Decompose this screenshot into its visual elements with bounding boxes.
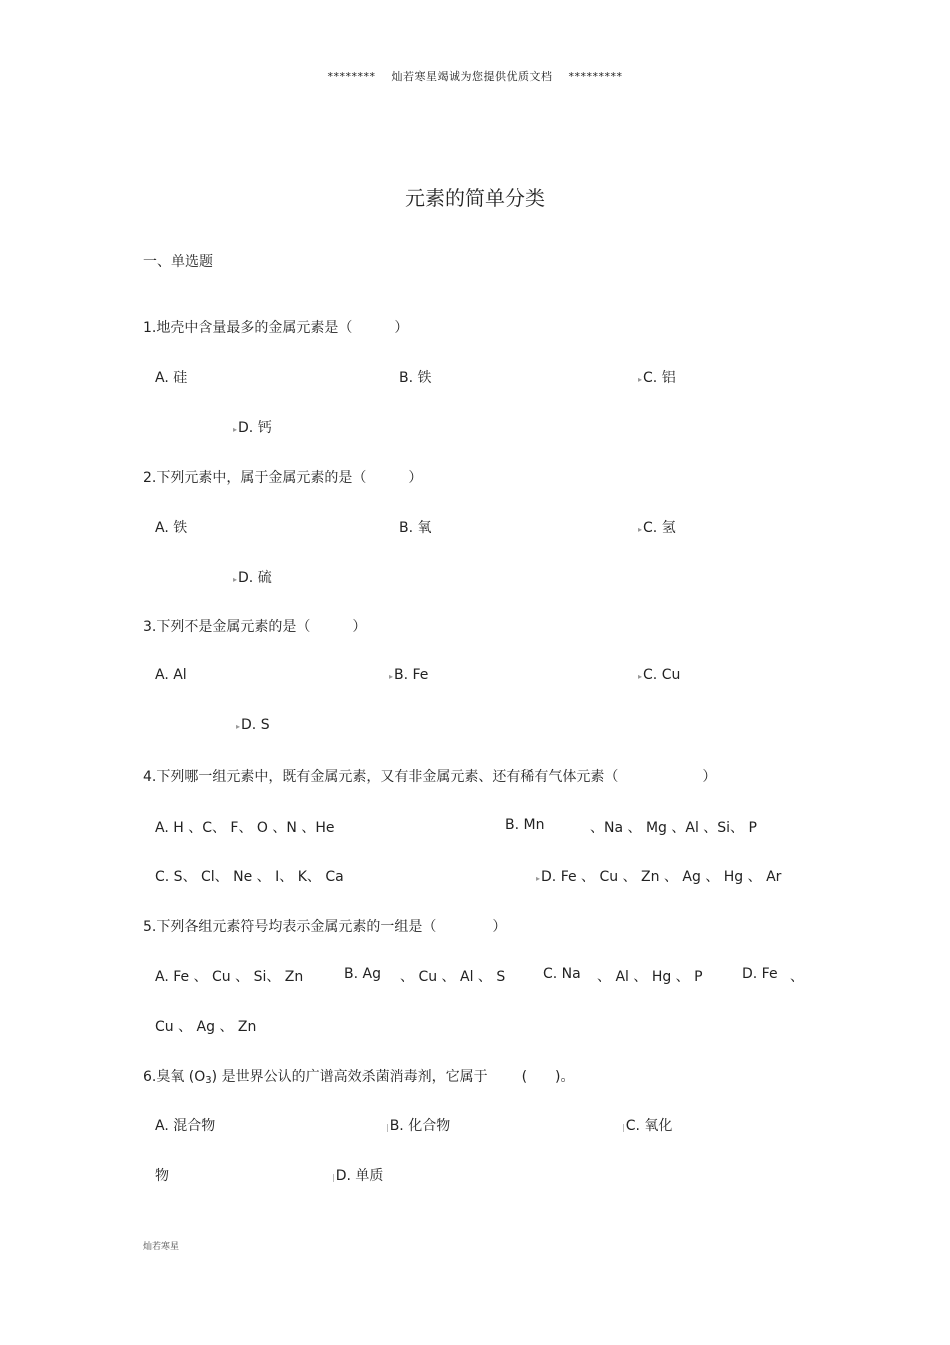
- anchor-mark-icon: ▸: [389, 672, 394, 681]
- question-3-stem: 3.下列不是金属元素的是（ ）: [143, 619, 367, 635]
- q5-option-c-cont: 、 Al 、 Hg 、 P: [597, 969, 703, 985]
- q3-option-a: A. Al: [155, 667, 187, 683]
- q2-option-d-wrap: [233, 567, 272, 587]
- q6-option-c: C. 氧化: [625, 1118, 673, 1134]
- q6-stem-before: 6.臭氧 (O: [143, 1069, 206, 1085]
- q2-option-c: C. 氢: [643, 520, 676, 536]
- document-title: 元素的简单分类: [405, 186, 545, 210]
- q1-option-d-wrap: [233, 417, 272, 437]
- anchor-mark-icon: |: [622, 1123, 625, 1132]
- anchor-mark-icon: ▸: [638, 672, 643, 681]
- q3-option-b-wrap: [389, 667, 428, 683]
- q5-option-b-cont: 、 Cu 、 Al 、 S: [400, 969, 506, 985]
- question-5-stem: 5.下列各组元素符号均表示金属元素的一组是（ ）: [143, 919, 507, 935]
- q6-stem-subscript: 3: [205, 1075, 212, 1086]
- q5-option-a: A. Fe 、 Cu 、 Si、 Zn: [155, 969, 304, 985]
- q5-option-d-sep: 、: [790, 969, 804, 985]
- q4-option-b: B. Mn: [505, 817, 545, 833]
- q4-option-b-cont: 、Na 、 Mg 、Al 、Si、 P: [590, 820, 757, 836]
- q1-option-c: C. 铝: [643, 370, 676, 386]
- q3-option-d: D. S: [241, 717, 270, 733]
- q5-option-d: D. Fe: [742, 966, 778, 982]
- q6-stem-paren: ( )。: [521, 1069, 575, 1085]
- q6-option-b-wrap: [386, 1115, 450, 1135]
- q6-option-d-wrap: [332, 1165, 383, 1185]
- q6-option-c-wrap: [622, 1115, 672, 1135]
- header-stars-right: *********: [568, 70, 623, 83]
- q4-option-a: A. H 、C、 F、 O 、N 、He: [155, 820, 335, 836]
- q5-option-b: B. Ag: [344, 966, 381, 982]
- question-6-stem: [143, 1066, 575, 1086]
- section-heading: 一、单选题: [143, 254, 213, 270]
- q2-option-a: A. 铁: [155, 520, 188, 536]
- anchor-mark-icon: ▸: [233, 575, 238, 584]
- q6-option-b: B. 化合物: [389, 1118, 451, 1134]
- question-4-stem: 4.下列哪一组元素中，既有金属元素，又有非金属元素、还有稀有气体元素（ ）: [143, 769, 717, 785]
- q1-option-c-wrap: [638, 367, 676, 387]
- q1-option-b: B. 铁: [399, 370, 432, 386]
- anchor-mark-icon: ▸: [233, 425, 238, 434]
- q2-option-d: D. 硫: [238, 570, 272, 586]
- anchor-mark-icon: ▸: [236, 722, 241, 731]
- q2-option-c-wrap: [638, 517, 676, 537]
- q1-option-d: D. 钙: [238, 420, 272, 436]
- q5-option-c: C. Na: [543, 966, 581, 982]
- q6-option-c-cont: 物: [155, 1168, 169, 1184]
- q4-option-c: C. S、 Cl、 Ne 、 I、 K、 Ca: [155, 869, 344, 885]
- q3-option-c-wrap: [638, 667, 680, 683]
- anchor-mark-icon: |: [386, 1123, 389, 1132]
- q4-option-d-wrap: [536, 866, 781, 886]
- anchor-mark-icon: ▸: [536, 874, 541, 883]
- anchor-mark-icon: ▸: [638, 375, 643, 384]
- question-1-stem: 1.地壳中含量最多的金属元素是（ ）: [143, 320, 409, 336]
- q6-option-a: A. 混合物: [155, 1118, 216, 1134]
- page-header: [0, 68, 950, 84]
- q2-option-b: B. 氧: [399, 520, 432, 536]
- q6-option-d: D. 单质: [335, 1168, 384, 1184]
- question-2-stem: 2.下列元素中，属于金属元素的是（ ）: [143, 470, 423, 486]
- q1-option-a: A. 硅: [155, 370, 188, 386]
- q6-stem-after: ) 是世界公认的广谱高效杀菌消毒剂，它属于: [211, 1069, 488, 1085]
- anchor-mark-icon: ▸: [638, 525, 643, 534]
- q5-option-d-cont: Cu 、 Ag 、 Zn: [155, 1019, 257, 1035]
- header-stars-left: ********: [327, 70, 376, 83]
- q4-option-d: D. Fe 、 Cu 、 Zn 、 Ag 、 Hg 、 Ar: [541, 869, 782, 885]
- header-text: 灿若寒星竭诚为您提供优质文档: [391, 70, 553, 83]
- q3-option-d-wrap: [236, 717, 270, 733]
- q3-option-c: C. Cu: [643, 667, 681, 683]
- q3-option-b: B. Fe: [394, 667, 429, 683]
- anchor-mark-icon: |: [332, 1173, 335, 1182]
- page-footer: 灿若寒星: [143, 1242, 180, 1252]
